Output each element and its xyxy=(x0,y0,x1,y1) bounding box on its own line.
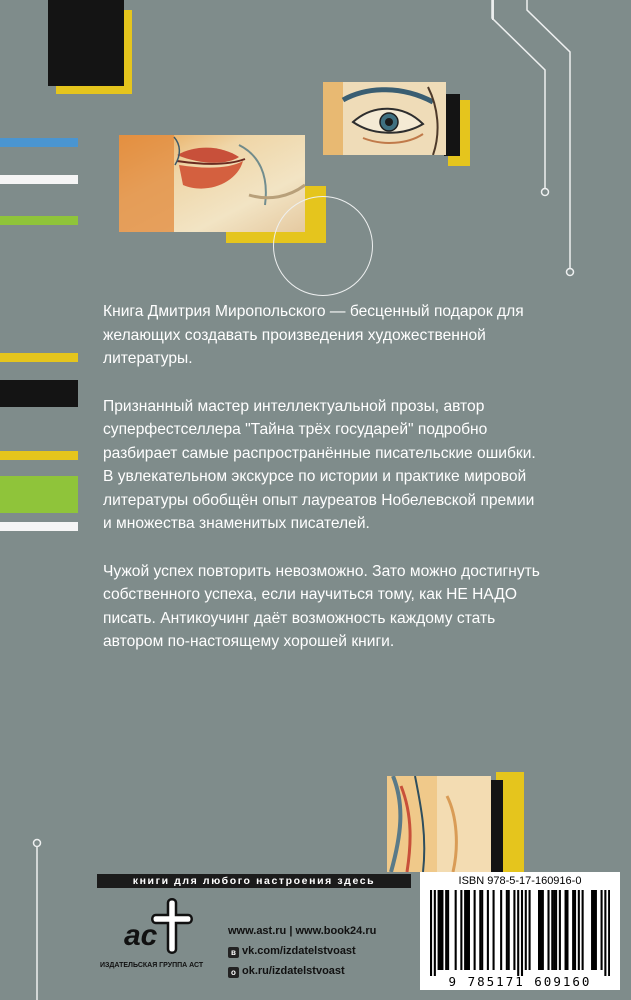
isbn-label: ISBN 978-5-17-160916-0 xyxy=(458,875,582,887)
barcode-bar xyxy=(604,890,606,976)
barcode-bar xyxy=(466,890,468,970)
barcode-bar xyxy=(572,890,574,970)
barcode-bar xyxy=(521,890,523,976)
barcode-bar xyxy=(547,890,549,970)
description-paragraph: Книга Дмитрия Миропольского — бесценный подарок для желающих создавать произведения художественной литературы. xyxy=(103,303,524,367)
barcode-bar xyxy=(445,890,447,970)
barcode-bar xyxy=(593,890,595,970)
barcode-bar xyxy=(481,890,483,970)
eye-artwork xyxy=(323,82,446,155)
barcode-bar xyxy=(565,890,567,970)
barcode-bar xyxy=(582,890,584,970)
barcode-bar xyxy=(601,890,603,970)
ok-icon: о xyxy=(228,967,239,978)
green-stripe xyxy=(0,216,78,225)
barcode-bar xyxy=(430,890,432,976)
book-description xyxy=(103,300,543,678)
barcode xyxy=(420,872,620,990)
barcode-bar xyxy=(439,890,441,970)
lips-artwork xyxy=(119,135,305,232)
barcode-bar xyxy=(434,890,436,976)
barcode-bar xyxy=(500,890,502,970)
barcode-bar xyxy=(529,890,531,970)
description-paragraph: Признанный мастер интеллектуальной прозы, автор суперфестселлера "Тайна трёх государей" подробно разбирает самые распространённые писательские ошибки. xyxy=(103,397,536,462)
decorative-circle xyxy=(273,196,373,296)
barcode-bar xyxy=(479,890,481,970)
ok-link[interactable]: о ok.ru/izdatelstvoast xyxy=(228,964,376,984)
barcode-bar xyxy=(508,890,510,970)
barcode-bar xyxy=(540,890,542,970)
barcode-bar xyxy=(468,890,470,970)
white-stripe xyxy=(0,522,78,531)
barcode-bar xyxy=(555,890,557,970)
black-block xyxy=(48,0,124,86)
black-block xyxy=(491,780,503,872)
tagline: книги для любого настроения здесь xyxy=(97,874,411,888)
vk-link[interactable]: в vk.com/izdatelstvoast xyxy=(228,944,376,964)
barcode-bar xyxy=(551,890,553,970)
barcode-bar xyxy=(559,890,561,970)
barcode-bar xyxy=(438,890,440,970)
barcode-bar xyxy=(474,890,476,970)
barcode-bar xyxy=(455,890,457,970)
green-block xyxy=(0,476,78,513)
white-stripe xyxy=(0,175,78,184)
publisher-name: ИЗДАТЕЛЬСКАЯ ГРУППА АСТ xyxy=(100,962,204,969)
barcode-bar xyxy=(506,890,508,970)
website-links[interactable]: www.ast.ru | www.book24.ru xyxy=(228,925,377,937)
barcode-bar xyxy=(595,890,597,970)
barcode-bar xyxy=(447,890,449,970)
barcode-bar xyxy=(591,890,593,970)
barcode-bar xyxy=(608,890,610,976)
barcode-bar xyxy=(525,890,527,970)
barcode-bar xyxy=(441,890,443,970)
barcode-bar xyxy=(578,890,580,970)
barcode-bar xyxy=(460,890,462,970)
description-paragraph: Чужой успех повторить невозможно. Зато можно достигнуть собственного успеха, если научиться тому, как НЕ НАДО писать. Антикоучинг даёт возможность каждому стать автором по-настоящему хорошей книги. xyxy=(103,562,540,650)
yellow-stripe xyxy=(0,451,78,460)
barcode-bar xyxy=(553,890,555,970)
barcode-bar xyxy=(513,890,515,970)
blue-stripe xyxy=(0,138,78,147)
barcode-digits: 9 785171 609160 xyxy=(448,974,592,989)
barcode-bar xyxy=(566,890,568,970)
description-paragraph: В увлекательном экскурсе по истории и практике мировой литературы обобщён опыт лауреатов Нобелевской премии и множества знаменитых писателей. xyxy=(103,468,535,532)
barcode-bar xyxy=(542,890,544,970)
barcode-bar xyxy=(493,890,495,970)
barcode-bar xyxy=(574,890,576,970)
logo-text: ac xyxy=(124,919,158,952)
yellow-stripe xyxy=(0,353,78,362)
barcode-bar xyxy=(487,890,489,970)
black-block xyxy=(444,94,460,156)
black-stripe xyxy=(0,380,78,407)
face-artwork xyxy=(387,776,491,872)
barcode-bars xyxy=(430,890,610,976)
vk-icon: в xyxy=(228,947,239,958)
barcode-bar xyxy=(538,890,540,970)
barcode-bar xyxy=(464,890,466,970)
barcode-bar xyxy=(517,890,519,976)
publisher-logo xyxy=(118,897,198,959)
publisher-links xyxy=(228,924,376,984)
